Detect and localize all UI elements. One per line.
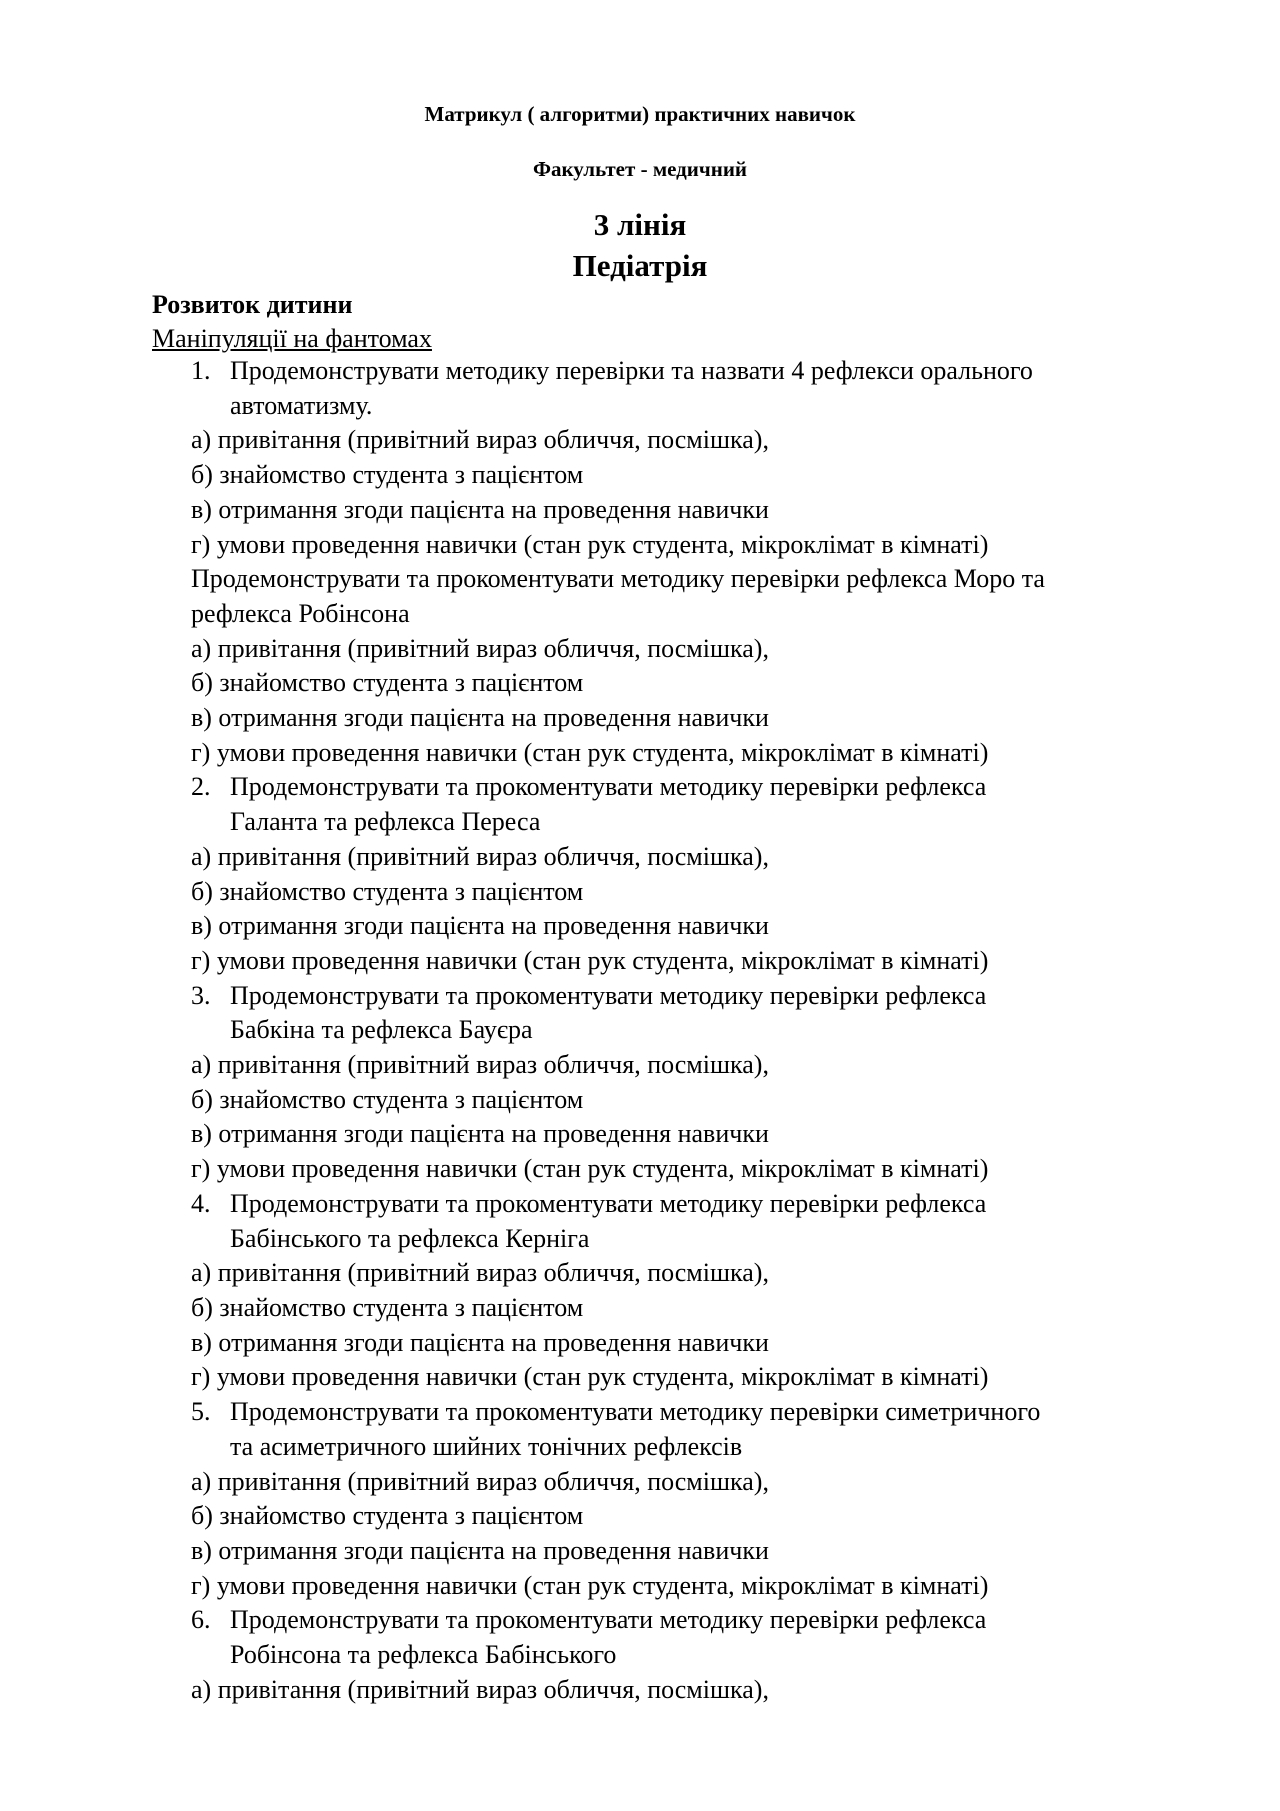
step-g: г) умови проведення навички (стан рук студента, мікроклімат в кімнаті) — [191, 945, 989, 975]
task-text-continued: та асиметричного шийних тонічних рефлексів — [230, 1431, 743, 1461]
step-b: б) знайомство студента з пацієнтом — [191, 1084, 584, 1114]
task-item — [191, 1395, 1221, 1430]
task-item — [191, 1187, 1221, 1222]
task-item — [191, 979, 1221, 1014]
step-a: а) привітання (привітний вираз обличчя, посмішка), — [191, 425, 769, 455]
task-text-continued: Робінсона та рефлекса Бабінського — [230, 1640, 617, 1670]
faculty-label: Факультет - медичний — [532, 157, 748, 181]
step-a: а) привітання (привітний вираз обличчя, посмішка), — [191, 841, 769, 871]
task-text-continued: автоматизму. — [230, 390, 373, 420]
step-b: б) знайомство студента з пацієнтом — [191, 1501, 584, 1531]
step-v: в) отримання згоди пацієнта на проведення навички — [191, 1119, 769, 1149]
step-g: г) умови проведення навички (стан рук студента, мікроклімат в кімнаті) — [191, 529, 989, 559]
task-number: 1. — [191, 356, 211, 385]
step-v: в) отримання згоди пацієнта на проведення навички — [191, 1327, 769, 1357]
step-g: г) умови проведення навички (стан рук студента, мікроклімат в кімнаті) — [191, 737, 989, 767]
task-number: 6. — [191, 1605, 211, 1635]
step-g: г) умови проведення навички (стан рук студента, мікроклімат в кімнаті) — [191, 1154, 989, 1184]
task-text: Продемонструвати методику перевірки та назвати 4 рефлекси орального — [230, 356, 1033, 385]
step-a: а) привітання (привітний вираз обличчя, посмішка), — [191, 1674, 769, 1704]
step-b: б) знайомство студента з пацієнтом — [191, 876, 584, 906]
document-title: Матрикул ( алгоритми) практичних навичок — [424, 102, 856, 126]
step-a: а) привітання (привітний вираз обличчя, посмішка), — [191, 1050, 769, 1080]
task-item — [191, 770, 1221, 805]
task-text: Продемонструвати та прокоментувати методику перевірки симетричного — [230, 1397, 1041, 1427]
task-text: Продемонструвати та прокоментувати методику перевірки рефлекса — [230, 1605, 987, 1635]
step-v: в) отримання згоди пацієнта на проведення навички — [191, 494, 769, 524]
step-a: а) привітання (привітний вираз обличчя, посмішка), — [191, 1466, 769, 1496]
task-text: Продемонструвати та прокоментувати методику перевірки рефлекса Моро та — [191, 564, 1045, 594]
task-number: 3. — [191, 980, 211, 1010]
task-text-continued: Бабінського та рефлекса Керніга — [230, 1223, 590, 1253]
line-label: 3 лінія — [593, 207, 687, 242]
step-v: в) отримання згоди пацієнта на проведення навички — [191, 1535, 769, 1565]
step-b: б) знайомство студента з пацієнтом — [191, 668, 584, 698]
subsection-heading: Маніпуляції на фантомах — [152, 324, 432, 353]
task-text: Продемонструвати та прокоментувати методику перевірки рефлекса — [230, 772, 987, 802]
task-number: 5. — [191, 1397, 211, 1427]
task-item — [191, 354, 1221, 389]
task-number: 2. — [191, 772, 211, 802]
step-v: в) отримання згоди пацієнта на проведення навички — [191, 911, 769, 941]
task-number: 4. — [191, 1188, 211, 1218]
step-g: г) умови проведення навички (стан рук студента, мікроклімат в кімнаті) — [191, 1570, 989, 1600]
task-text: Продемонструвати та прокоментувати методику перевірки рефлекса — [230, 1188, 987, 1218]
task-list — [191, 354, 1221, 1707]
task-item — [191, 1603, 1221, 1638]
task-text-continued: рефлекса Робінсона — [191, 598, 410, 628]
task-text-continued: Галанта та рефлекса Переса — [230, 807, 541, 837]
task-text: Продемонструвати та прокоментувати методику перевірки рефлекса — [230, 980, 987, 1010]
step-a: а) привітання (привітний вираз обличчя, посмішка), — [191, 633, 769, 663]
step-b: б) знайомство студента з пацієнтом — [191, 1292, 584, 1322]
step-g: г) умови проведення навички (стан рук студента, мікроклімат в кімнаті) — [191, 1362, 989, 1392]
step-b: б) знайомство студента з пацієнтом — [191, 460, 584, 490]
section-heading: Розвиток дитини — [152, 290, 353, 319]
step-v: в) отримання згоди пацієнта на проведення навички — [191, 703, 769, 733]
subject-title: Педіатрія — [572, 248, 708, 283]
task-text-continued: Бабкіна та рефлекса Бауєра — [230, 1015, 533, 1045]
step-a: а) привітання (привітний вираз обличчя, посмішка), — [191, 1258, 769, 1288]
